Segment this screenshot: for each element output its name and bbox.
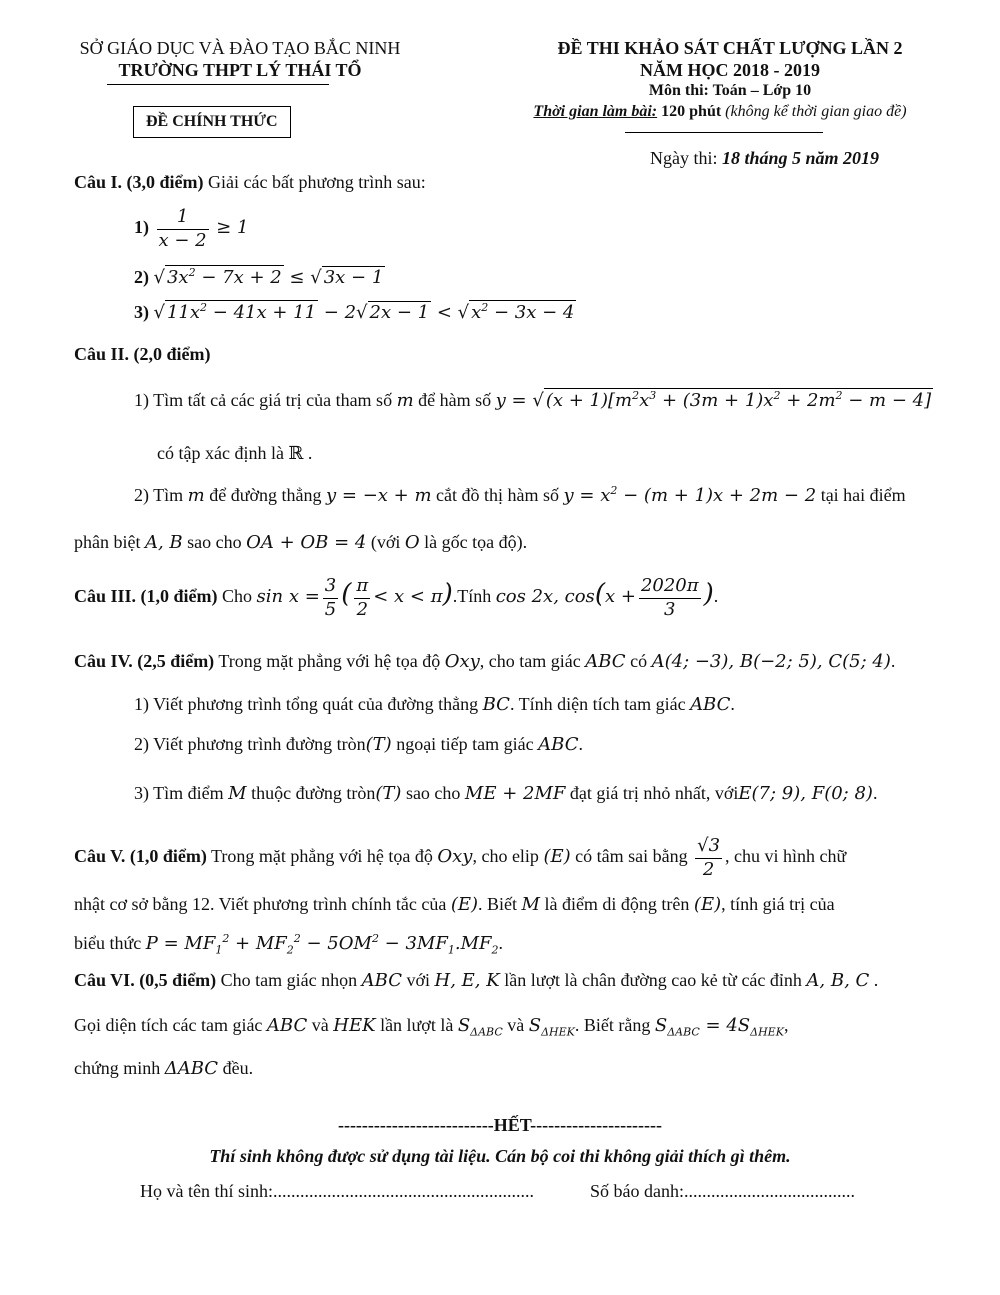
text: Gọi diện tích các tam giác	[74, 1015, 263, 1035]
text: . Tính diện tích tam giác	[509, 694, 686, 714]
question-6: Câu VI. (0,5 điểm) Cho tam giác nhọn ABC với H, E, K lần lượt là chân đường cao kẻ từ các đỉnh A, B, C .	[74, 970, 879, 991]
text: .Tính	[452, 586, 492, 607]
text: nhật cơ sở bằng 12. Viết phương trình chính tắc của	[74, 894, 447, 914]
text: để đường thẳng	[209, 485, 322, 505]
question-1-label: Câu I. (3,0 điểm)	[74, 172, 204, 192]
text: 2) Tìm	[134, 485, 184, 505]
date-value: 18 tháng 5 năm 2019	[722, 148, 880, 168]
text: phân biệt	[74, 532, 141, 552]
text: là gốc tọa độ).	[424, 532, 528, 552]
question-2-part-1: 1) Tìm tất cả các giá trị của tham số m để hàm số y = √ $(x + 1)[m^2x^3 + (3m + 1)x^2 + 2m^2 - m - 4]$	[134, 389, 932, 411]
school-underline	[107, 84, 329, 85]
text: để hàm số	[418, 390, 492, 410]
text: biểu thức	[74, 933, 142, 953]
part-number: 3)	[134, 302, 149, 322]
time-value: 120 phút	[657, 103, 722, 120]
text: . Biết rằng	[574, 1015, 651, 1035]
text: , cho tam giác	[479, 651, 581, 671]
text: , tính giá trị của	[721, 894, 835, 914]
text: 1) Tìm tất cả các giá trị của tham số	[134, 390, 393, 410]
question-4-part-3: 3) Tìm điểm M thuộc đường tròn(T) sao cho ME + 2MF đạt giá trị nhỏ nhất, vớiE(7; 9), F(0; 8).	[134, 783, 878, 804]
text: Cho tam giác nhọn	[216, 970, 358, 990]
question-6-line-3: chứng minh ΔABC đều.	[74, 1058, 254, 1079]
text: là điểm di động trên	[544, 894, 690, 914]
header-right-rule	[625, 132, 823, 133]
question-1-part-1: 1) $\frac{1}{x - 2}$ ≥ 1	[134, 206, 249, 251]
fraction: $\frac{3}{5}$	[324, 575, 337, 620]
text: Cho	[217, 586, 253, 607]
question-2-label: Câu II. (2,0 điểm)	[74, 344, 211, 364]
part-number: 2)	[134, 267, 149, 287]
text: , cho elip	[472, 846, 539, 867]
question-5-line-2: nhật cơ sở bằng 12. Viết phương trình chính tắc của (E). Biết M là điểm di động trên (E), tính giá trị của	[74, 894, 835, 915]
question-6-line-2: Gọi diện tích các tam giác ABC và HEK lần lượt là $S_{\Delta ABC}$ và $S_{\Delta HEK}$. Biết rằng $S_{\Delta ABC} = 4S_{\Delta HEK}$,	[74, 1015, 789, 1039]
question-1-part-3: 3) √ $11x^2 - 41x + 11 - 2√$ 2x − 1 < √ $x^2 - 3x - 4$	[134, 301, 575, 323]
text: và	[311, 1015, 329, 1035]
time-line	[490, 103, 950, 121]
fraction: $\frac{\pi}{2}$	[356, 575, 369, 620]
fraction: $\frac{2020\pi}{3}$	[640, 575, 699, 620]
time-label: Thời gian làm bài:	[533, 103, 658, 120]
department-name: SỞ GIÁO DỤC VÀ ĐÀO TẠO BẮC NINH	[79, 38, 401, 58]
exam-title: ĐỀ THI KHẢO SÁT CHẤT LƯỢNG LẦN 2	[557, 38, 903, 58]
text: lần lượt là chân đường cao kẻ từ các đỉnh	[504, 970, 802, 990]
text: có tâm sai bằng	[575, 846, 688, 867]
question-2-part-2-cont: phân biệt A, B sao cho OA + OB = 4 (với O là gốc tọa độ).	[74, 532, 528, 553]
text: lần lượt là	[380, 1015, 454, 1035]
question-4: Câu IV. (2,5 điểm) Trong mặt phẳng với hệ tọa độ Oxy, cho tam giác ABC có A(4; −3), B(−2; 5), C(5; 4).	[74, 651, 896, 672]
question-5-label: Câu V. (1,0 điểm)	[74, 846, 207, 867]
official-stamp: ĐỀ CHÍNH THỨC	[133, 106, 291, 138]
question-1-part-2: 2) √ $3x^2 - 7x + 2$ ≤ √ 3x − 1	[134, 266, 384, 288]
question-3: Câu III. (1,0 điểm) Cho sin x = $\frac{3}{5}$ ( $\frac{\pi}{2}$ < x < π).Tính cos 2x, cos(x + $\frac{2020\pi}{3}$ ).	[74, 575, 719, 620]
question-2-part-2: 2) Tìm m để đường thẳng y = −x + m cắt đồ thị hàm số $y = x^2 - (m + 1)x + 2m - 2$ tại hai điểm	[134, 484, 906, 506]
question-4-part-1: 1) Viết phương trình tổng quát của đường thẳng BC. Tính diện tích tam giác ABC.	[134, 694, 735, 715]
text: sao cho	[405, 783, 461, 803]
text: cắt đồ thị hàm số	[436, 485, 560, 505]
question-1-heading	[74, 172, 426, 193]
school-name: TRƯỜNG THPT LÝ THÁI TỔ	[118, 60, 362, 80]
text: đạt giá trị nhỏ nhất, với	[569, 783, 739, 803]
text: chứng minh	[74, 1058, 161, 1078]
text: Trong mặt phẳng với hệ tọa độ	[206, 846, 433, 867]
text: ngoại tiếp tam giác	[396, 734, 534, 754]
text: (với	[370, 532, 401, 552]
text: có	[630, 651, 648, 671]
text: đều.	[222, 1058, 254, 1078]
text: sao cho	[187, 532, 242, 552]
fraction: $\frac{1}{x - 2}$	[158, 206, 207, 251]
text: , chu vi hình chữ	[725, 846, 847, 867]
fraction: $\frac{√3}{2}$	[697, 835, 721, 880]
question-5: Câu V. (1,0 điểm) Trong mặt phẳng với hệ tọa độ Oxy, cho elip (E) có tâm sai bằng $\frac{√3}{2}$ , chu vi hình chữ	[74, 835, 847, 880]
text: 2) Viết phương trình đường tròn	[134, 734, 366, 754]
text: 3) Tìm điểm	[134, 783, 224, 803]
exam-note: Thí sinh không được sử dụng tài liệu. Cán bộ coi thi không giải thích gì thêm.	[209, 1146, 791, 1166]
question-1-text: Giải các bất phương trình sau:	[203, 172, 426, 192]
candidate-id-field: Số báo danh:......................................	[590, 1181, 855, 1201]
subject: Môn thi: Toán – Lớp 10	[648, 82, 812, 99]
question-4-label: Câu IV. (2,5 điểm)	[74, 651, 215, 671]
part-number: 1)	[134, 217, 149, 238]
exam-date	[650, 148, 879, 169]
text: 1) Viết phương trình tổng quát của đường thẳng	[134, 694, 479, 714]
question-3-label: Câu III. (1,0 điểm)	[74, 586, 218, 607]
question-4-part-2: 2) Viết phương trình đường tròn(T) ngoại tiếp tam giác ABC.	[134, 734, 583, 755]
time-note: (không kể thời gian giao đề)	[721, 103, 907, 120]
text: . Biết	[478, 894, 518, 914]
date-label: Ngày thi:	[650, 148, 722, 168]
school-year: NĂM HỌC 2018 - 2019	[640, 60, 820, 80]
text: với	[406, 970, 431, 990]
question-2-domain: có tập xác định là ℝ .	[157, 443, 313, 463]
question-6-label: Câu VI. (0,5 điểm)	[74, 970, 217, 990]
end-marker: --------------------------HẾT----------------------	[337, 1115, 663, 1135]
text: Trong mặt phẳng với hệ tọa độ	[214, 651, 441, 671]
text: tại hai điểm	[820, 485, 906, 505]
candidate-name-field: Họ và tên thí sinh:..........................................................	[140, 1181, 534, 1201]
question-5-line-3: biểu thức $P = MF_1^2 + MF_2^2 - 5OM^2 - 3MF_1.MF_2$.	[74, 932, 503, 957]
text: và	[507, 1015, 525, 1035]
text: thuộc đường tròn	[251, 783, 376, 803]
